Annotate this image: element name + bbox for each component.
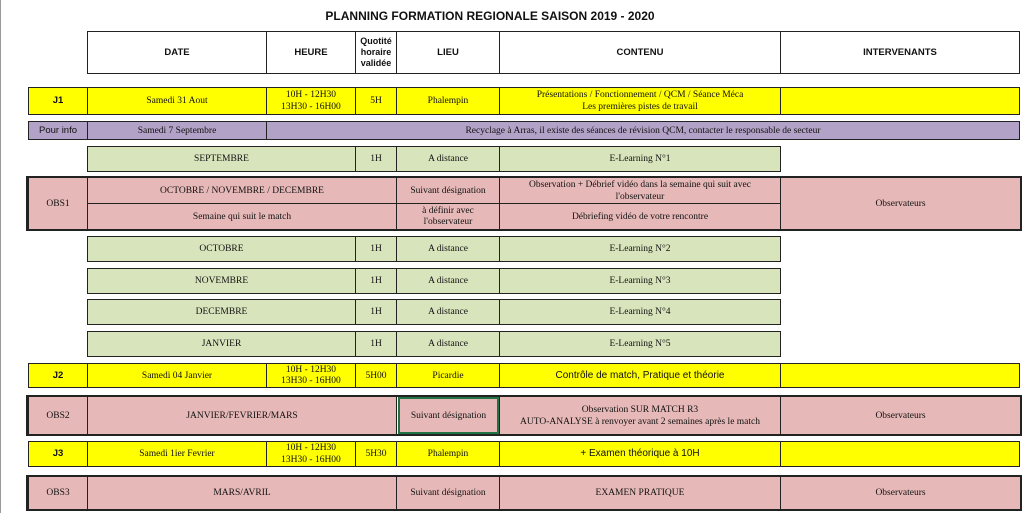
row-obs3-intervenants[interactable]: Observateurs (780, 476, 1021, 510)
row-j1-contenu-2: Les premières pistes de travail (582, 102, 698, 112)
row-jan-contenu[interactable]: E-Learning N°5 (499, 331, 781, 357)
row-obs1-lieu-1[interactable]: Suivant désignation (396, 177, 500, 204)
row-j2-intervenants[interactable] (780, 363, 1020, 388)
row-j1-label[interactable]: J1 (28, 87, 88, 115)
row-jan-lieu[interactable]: A distance (396, 331, 500, 357)
row-oct-quotite[interactable]: 1H (355, 236, 397, 262)
row-j1-quotite[interactable]: 5H (355, 87, 397, 115)
row-j1-contenu-1: Présentations / Fonctionnement / QCM / Séance Méca (536, 90, 744, 100)
row-sept-date[interactable]: SEPTEMBRE (87, 146, 356, 172)
row-oct-date[interactable]: OCTOBRE (87, 236, 356, 262)
row-nov-date[interactable]: NOVEMBRE (87, 268, 356, 294)
header-intervenants: INTERVENANTS (780, 31, 1020, 74)
header-date: DATE (87, 31, 267, 74)
row-j2-heure[interactable] (266, 363, 356, 388)
row-obs2-date[interactable]: JANVIER/FEVRIER/MARS (87, 396, 397, 435)
header-quotite: Quotité horaire validée (355, 31, 397, 74)
row-j1-lieu[interactable]: Phalempin (396, 87, 500, 115)
row-obs1-intervenants[interactable]: Observateurs (780, 177, 1021, 230)
row-j2-quotite[interactable]: 5H00 (355, 363, 397, 388)
row-obs1-lieu-2b: l'observateur (423, 216, 473, 227)
row-info-contenu[interactable]: Recyclage à Arras, il existe des séances de révision QCM, contacter le responsable de secteur (266, 121, 1020, 140)
row-obs1-contenu-1b: l'observateur (615, 191, 665, 202)
row-j3-quotite[interactable]: 5H30 (355, 441, 397, 467)
row-obs1-date-1[interactable]: OCTOBRE / NOVEMBRE / DECEMBRE (87, 177, 397, 204)
row-j3-date[interactable]: Samedi 1ier Fevrier (87, 441, 267, 467)
row-dec-contenu[interactable]: E-Learning N°4 (499, 299, 781, 325)
row-j2-lieu[interactable]: Picardie (396, 363, 500, 388)
row-info-label[interactable]: Pour info (28, 121, 88, 140)
row-jan-date[interactable]: JANVIER (87, 331, 356, 357)
row-j1-heure-1: 10H - 12H30 (285, 90, 337, 100)
row-nov-contenu[interactable]: E-Learning N°3 (499, 268, 781, 294)
row-j1-heure[interactable] (266, 87, 356, 115)
row-j1-intervenants[interactable] (780, 87, 1020, 115)
row-j2-heure-1: 10H - 12H30 (285, 364, 337, 375)
row-sept-lieu[interactable]: A distance (396, 146, 500, 172)
row-j3-intervenants[interactable] (780, 441, 1020, 467)
row-oct-contenu[interactable]: E-Learning N°2 (499, 236, 781, 262)
row-j3-contenu[interactable]: + Examen théorique à 10H (499, 441, 781, 467)
row-jan-quotite[interactable]: 1H (355, 331, 397, 357)
row-j2-label[interactable]: J2 (28, 363, 88, 388)
row-info-date[interactable]: Samedi 7 Septembre (87, 121, 267, 140)
row-j3-lieu[interactable]: Phalempin (396, 441, 500, 467)
row-obs2-contenu[interactable] (499, 396, 781, 435)
row-sept-quotite[interactable]: 1H (355, 146, 397, 172)
row-obs1-contenu-1[interactable] (499, 177, 781, 204)
row-dec-date[interactable]: DECEMBRE (87, 299, 356, 325)
row-j1-heure-2: 13H30 - 16H00 (281, 102, 341, 112)
row-obs1-label[interactable]: OBS1 (28, 177, 88, 230)
row-obs1-lieu-2a: à définir avec (422, 205, 474, 216)
row-obs2-lieu-selected-cell[interactable]: Suivant désignation (398, 397, 499, 434)
header-lieu: LIEU (396, 31, 500, 74)
header-heure: HEURE (266, 31, 356, 74)
row-j3-heure-2: 13H30 - 16H00 (281, 455, 341, 465)
row-obs3-contenu[interactable]: EXAMEN PRATIQUE (499, 476, 781, 510)
row-dec-lieu[interactable]: A distance (396, 299, 500, 325)
row-dec-quotite[interactable]: 1H (355, 299, 397, 325)
row-obs2-label[interactable]: OBS2 (28, 396, 88, 435)
row-obs1-date-2[interactable]: Semaine qui suit le match (87, 203, 397, 230)
row-j3-heure-1: 10H - 12H30 (285, 443, 337, 453)
row-oct-lieu[interactable]: A distance (396, 236, 500, 262)
row-obs2-intervenants[interactable]: Observateurs (780, 396, 1021, 435)
row-j3-heure[interactable] (266, 441, 356, 467)
row-obs2-contenu-1: Observation SUR MATCH R3 (581, 404, 699, 415)
page-title: PLANNING FORMATION REGIONALE SAISON 2019 - 2020 (325, 9, 655, 23)
header-contenu: CONTENU (499, 31, 781, 74)
row-nov-quotite[interactable]: 1H (355, 268, 397, 294)
row-obs3-date[interactable]: MARS/AVRIL (87, 476, 397, 510)
row-obs3-lieu[interactable]: Suivant désignation (396, 476, 500, 510)
row-j2-date[interactable]: Samedi 04 Janvier (87, 363, 267, 388)
row-obs1-contenu-1a: Observation + Débrief vidéo dans la semaine qui suit avec (529, 179, 751, 190)
row-nov-lieu[interactable]: A distance (396, 268, 500, 294)
row-j3-label[interactable]: J3 (28, 441, 88, 467)
row-j1-date[interactable]: Samedi 31 Aout (87, 87, 267, 115)
row-j2-heure-2: 13H30 - 16H00 (281, 375, 341, 386)
row-obs3-label[interactable]: OBS3 (28, 476, 88, 510)
row-obs2-contenu-2: AUTO-ANALYSE à renvoyer avant 2 semaines après le match (520, 416, 760, 427)
row-j2-contenu[interactable]: Contrôle de match, Pratique et théorie (499, 363, 781, 388)
row-obs1-lieu-2[interactable] (396, 203, 500, 230)
row-obs1-contenu-2[interactable]: Débriefing vidéo de votre rencontre (499, 203, 781, 230)
row-sept-contenu[interactable]: E-Learning N°1 (499, 146, 781, 172)
row-j1-contenu[interactable] (499, 87, 781, 115)
sheet-left-edge (0, 0, 1, 513)
